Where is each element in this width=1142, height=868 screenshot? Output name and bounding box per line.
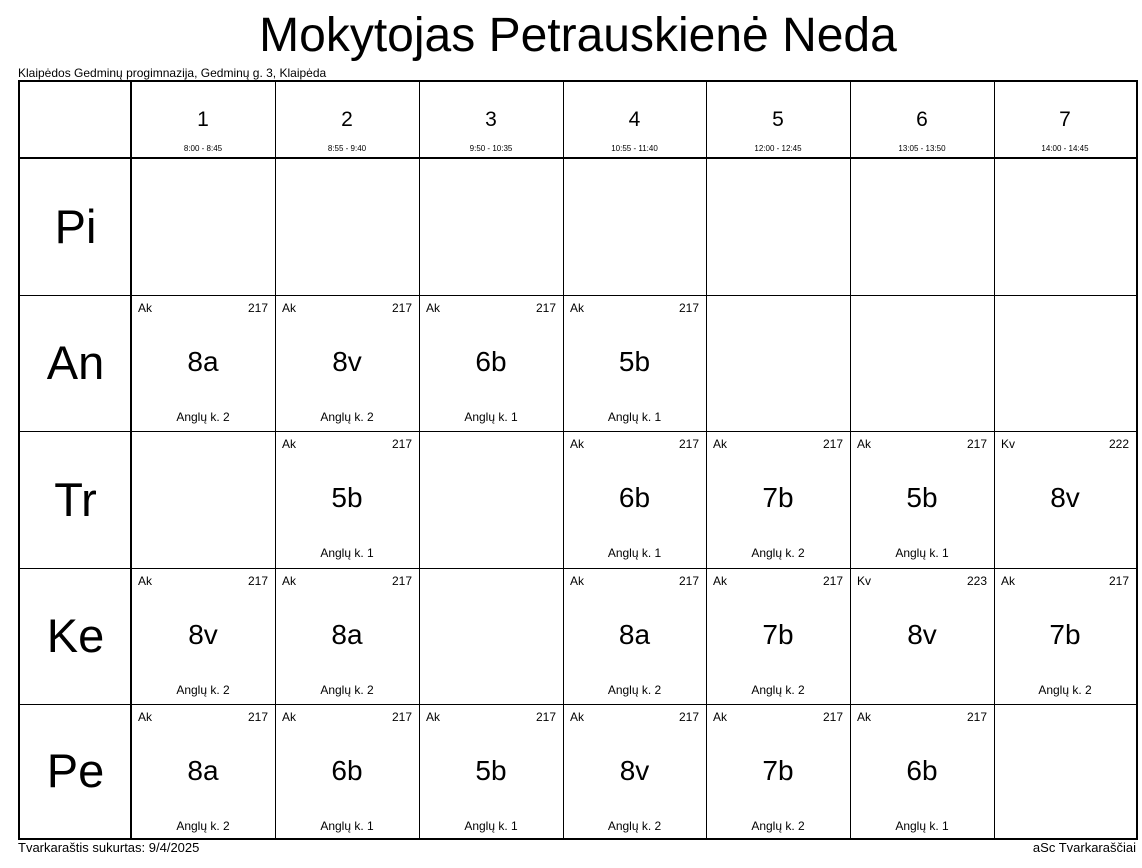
- period-number: 5: [772, 108, 784, 131]
- lesson-class: 8a: [187, 755, 219, 786]
- lesson-teacher-code: Ak: [138, 301, 153, 315]
- lesson-subject: Anglų k. 2: [751, 546, 805, 560]
- lesson-class: 7b: [762, 482, 794, 513]
- lesson-room: 223: [966, 574, 987, 588]
- lesson-class: 8v: [619, 755, 650, 786]
- period-number: 3: [485, 108, 497, 131]
- period-header: [131, 82, 275, 158]
- lesson-room: 217: [822, 437, 843, 451]
- lesson-cell: [275, 295, 419, 431]
- lesson-subject: Anglų k. 1: [895, 546, 949, 560]
- lesson-subject: Anglų k. 2: [320, 410, 374, 424]
- lesson-teacher-code: Ak: [282, 710, 297, 724]
- lesson-teacher-code: Ak: [570, 710, 585, 724]
- lesson-class: 8v: [332, 346, 362, 377]
- period-time: 10:55 - 11:40: [611, 144, 658, 153]
- page-title: Mokytojas Petrauskienė Neda: [259, 9, 897, 62]
- day-label: Ke: [46, 609, 105, 662]
- lesson-cell: [275, 431, 419, 568]
- lesson-room: 217: [391, 574, 412, 588]
- lesson-room: 217: [391, 710, 412, 724]
- lesson-subject: Anglų k. 2: [607, 819, 662, 833]
- lesson-room: 217: [535, 301, 556, 315]
- lesson-teacher-code: Ak: [138, 574, 153, 588]
- lesson-cell: [850, 704, 994, 838]
- day-label: An: [46, 336, 105, 389]
- lesson-teacher-code: Ak: [570, 437, 585, 451]
- lesson-class: 8a: [331, 619, 363, 650]
- lesson-cell: [419, 295, 563, 431]
- lesson-class: 6b: [618, 482, 651, 513]
- lesson-room: 217: [678, 437, 699, 451]
- lesson-room: 217: [966, 710, 987, 724]
- lesson-room: 217: [247, 301, 268, 315]
- lesson-subject: Anglų k. 2: [320, 683, 374, 697]
- period-time: 12:00 - 12:45: [754, 144, 802, 153]
- lesson-room: 222: [1108, 437, 1129, 451]
- lesson-subject: Anglų k. 1: [895, 819, 949, 833]
- lesson-room: 217: [535, 710, 556, 724]
- lesson-subject: Anglų k. 2: [607, 683, 662, 697]
- lesson-teacher-code: Ak: [570, 301, 585, 315]
- lesson-teacher-code: Ak: [713, 437, 728, 451]
- created-date: Tvarkaraštis sukurtas: 9/4/2025: [18, 840, 200, 855]
- period-header: [706, 82, 850, 158]
- lesson-room: 217: [391, 301, 412, 315]
- period-time: 13:05 - 13:50: [898, 144, 946, 153]
- lesson-teacher-code: Ak: [426, 710, 441, 724]
- lesson-cell: [131, 295, 275, 431]
- period-number: 4: [628, 108, 641, 131]
- lesson-teacher-code: Ak: [138, 710, 153, 724]
- lesson-room: 217: [247, 710, 268, 724]
- lesson-class: 8v: [1050, 482, 1080, 513]
- lesson-cell: [275, 568, 419, 704]
- lesson-room: 217: [391, 437, 412, 451]
- period-header: [994, 82, 1136, 158]
- lesson-subject: Anglų k. 2: [176, 819, 230, 833]
- lesson-class: 8v: [188, 619, 218, 650]
- period-time: 9:50 - 10:35: [469, 144, 513, 153]
- lesson-class: 7b: [762, 755, 794, 786]
- lesson-class: 5b: [475, 755, 507, 786]
- period-header: [850, 82, 994, 158]
- lesson-teacher-code: Ak: [282, 437, 297, 451]
- lesson-cell: [131, 704, 275, 838]
- lesson-cell: [850, 431, 994, 568]
- lesson-subject: Anglų k. 1: [464, 410, 518, 424]
- lesson-class: 8a: [187, 346, 219, 377]
- lesson-room: 217: [678, 301, 699, 315]
- period-time: 8:55 - 9:40: [327, 144, 367, 153]
- lesson-class: 8a: [618, 619, 651, 650]
- lesson-teacher-code: Ak: [1001, 574, 1016, 588]
- lesson-teacher-code: Ak: [713, 574, 728, 588]
- lesson-teacher-code: Kv: [857, 574, 872, 588]
- timetable-grid: [18, 80, 1138, 840]
- lesson-cell: [563, 295, 706, 431]
- lesson-teacher-code: Ak: [857, 437, 872, 451]
- day-label: Pi: [54, 200, 97, 253]
- period-header: [275, 82, 419, 158]
- lesson-room: 217: [247, 574, 268, 588]
- lesson-room: 217: [966, 437, 987, 451]
- lesson-subject: Anglų k. 2: [176, 410, 230, 424]
- lesson-class: 7b: [1049, 619, 1081, 650]
- lesson-class: 6b: [331, 755, 363, 786]
- period-header: [563, 82, 706, 158]
- lesson-subject: Anglų k. 1: [607, 410, 662, 424]
- lesson-room: 217: [678, 574, 699, 588]
- period-number: 6: [916, 108, 928, 131]
- lesson-subject: Anglų k. 1: [607, 546, 662, 560]
- software-brand: aSc Tvarkaraščiai: [1032, 840, 1136, 855]
- lesson-subject: Anglų k. 1: [320, 546, 374, 560]
- lesson-teacher-code: Ak: [282, 301, 297, 315]
- period-time: 14:00 - 14:45: [1041, 144, 1089, 153]
- lesson-cell: [994, 431, 1136, 568]
- lesson-teacher-code: Ak: [713, 710, 728, 724]
- lesson-cell: [706, 431, 850, 568]
- school-address: Klaipėdos Gedminų progimnazija, Gedminų g. 3, Klaipėda: [18, 66, 327, 80]
- lesson-room: 217: [1108, 574, 1129, 588]
- lesson-subject: Anglų k. 1: [320, 819, 374, 833]
- period-header: [419, 82, 563, 158]
- lesson-teacher-code: Ak: [857, 710, 872, 724]
- lesson-subject: Anglų k. 1: [464, 819, 518, 833]
- lesson-class: 7b: [762, 619, 794, 650]
- lesson-class: 5b: [906, 482, 938, 513]
- lesson-cell: [850, 568, 994, 704]
- lesson-cell: [275, 704, 419, 838]
- period-number: 2: [341, 108, 353, 131]
- period-time: 8:00 - 8:45: [183, 144, 223, 153]
- lesson-class: 8v: [907, 619, 937, 650]
- lesson-cell: [419, 704, 563, 838]
- lesson-class: 5b: [618, 346, 651, 377]
- lesson-class: 6b: [475, 346, 507, 377]
- lesson-cell: [706, 704, 850, 838]
- lesson-cell: [563, 568, 706, 704]
- period-number: 1: [197, 108, 209, 131]
- lesson-class: 6b: [906, 755, 938, 786]
- lesson-cell: [994, 568, 1136, 704]
- lesson-subject: Anglų k. 2: [1038, 683, 1092, 697]
- lesson-subject: Anglų k. 2: [751, 683, 805, 697]
- lesson-cell: [706, 568, 850, 704]
- lesson-teacher-code: Ak: [570, 574, 585, 588]
- lesson-teacher-code: Kv: [1001, 437, 1016, 451]
- lesson-room: 217: [822, 710, 843, 724]
- lesson-subject: Anglų k. 2: [176, 683, 230, 697]
- day-label: Pe: [46, 744, 105, 797]
- lesson-room: 217: [678, 710, 699, 724]
- lesson-cell: [563, 431, 706, 568]
- lesson-teacher-code: Ak: [282, 574, 297, 588]
- lesson-cell: [131, 568, 275, 704]
- day-label: Tr: [54, 473, 97, 526]
- lesson-cell: [563, 704, 706, 838]
- period-number: 7: [1059, 108, 1071, 131]
- lesson-class: 5b: [331, 482, 363, 513]
- lesson-teacher-code: Ak: [426, 301, 441, 315]
- lesson-subject: Anglų k. 2: [751, 819, 805, 833]
- lesson-room: 217: [822, 574, 843, 588]
